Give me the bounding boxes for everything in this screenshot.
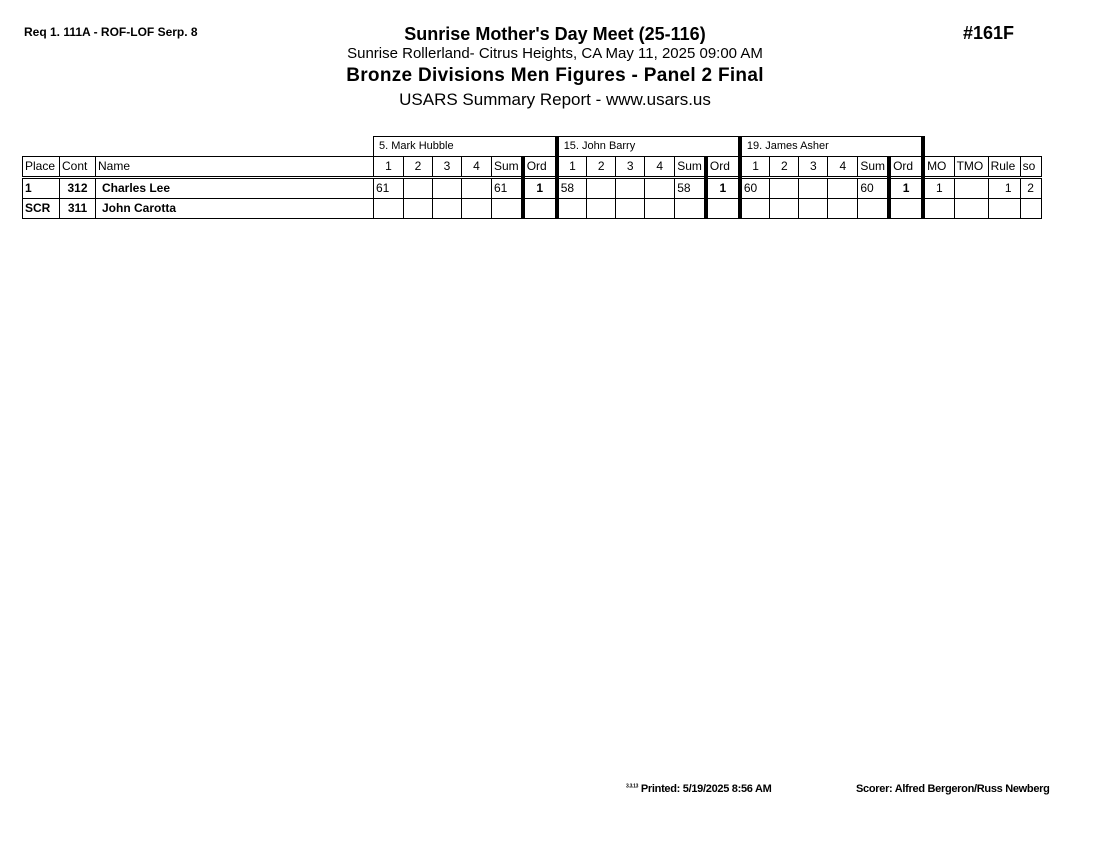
col-so: so [1020,156,1041,177]
request-label: Req 1. 111A - ROF-LOF Serp. 8 [24,25,198,39]
cell-mo: 1 [923,177,954,198]
col-judge-ord: Ord [706,156,740,177]
cell-mo [923,198,954,218]
cell-score [557,198,587,218]
col-name: Name [96,156,374,177]
cell-score: 60 [858,177,889,198]
cell-score: 60 [740,177,770,198]
cell-score [645,177,675,198]
cell-score: 1 [889,177,923,198]
cell-score [433,198,462,218]
cell-score [587,177,616,198]
col-judge-3: 3 [616,156,645,177]
judge-name: 15. John Barry [557,137,740,157]
printed-date: Printed: 5/19/2025 8:56 AM [640,783,772,795]
cell-rule [988,198,1020,218]
event-number: #161F [963,23,1015,43]
cell-so [1020,198,1041,218]
cell-tmo [954,177,988,198]
table-row [23,198,1042,218]
results-table [22,136,1042,219]
meet-title: Sunrise Mother's Day Meet (25-116) [404,24,706,44]
cell-name: John Carotta [96,198,374,218]
judge-name: 19. James Asher [740,137,923,157]
spacer [23,137,374,157]
cell-score [587,198,616,218]
cell-score [770,198,799,218]
col-judge-sum: Sum [675,156,706,177]
cell-score [740,198,770,218]
cell-score [675,198,706,218]
col-tmo: TMO [954,156,988,177]
cell-score: 1 [706,177,740,198]
cell-score [616,177,645,198]
cell-place: 1 [23,177,60,198]
meet-subtitle: Sunrise Rollerland- Citrus Heights, CA May 11, 2025 09:00 AM [347,45,763,62]
spacer [923,137,1041,157]
col-judge-sum: Sum [858,156,889,177]
col-judge-1: 1 [557,156,587,177]
cell-name: Charles Lee [96,177,374,198]
column-header-row [23,156,1042,177]
cell-score [492,198,523,218]
cell-score [828,177,858,198]
col-judge-4: 4 [828,156,858,177]
col-judge-1: 1 [740,156,770,177]
cell-score [404,177,433,198]
cell-score [462,177,492,198]
col-judge-1: 1 [374,156,404,177]
judge-header-row [23,137,1042,157]
cell-score: 58 [675,177,706,198]
cell-score [374,198,404,218]
report-title: USARS Summary Report - www.usars.us [399,90,711,109]
division-title: Bronze Divisions Men Figures - Panel 2 Final [346,65,764,86]
cell-score [645,198,675,218]
cell-score [404,198,433,218]
cell-cont: 312 [60,177,96,198]
cell-score [799,198,828,218]
cell-score [799,177,828,198]
col-judge-2: 2 [587,156,616,177]
cell-score [889,198,923,218]
col-judge-4: 4 [645,156,675,177]
col-judge-3: 3 [799,156,828,177]
cell-score [858,198,889,218]
version: 3.3.13 [626,783,639,790]
judge-name: 5. Mark Hubble [374,137,557,157]
cell-so: 2 [1020,177,1041,198]
col-mo: MO [923,156,954,177]
cell-score [770,177,799,198]
cell-score: 58 [557,177,587,198]
col-rule: Rule [988,156,1020,177]
cell-score [523,198,557,218]
col-cont: Cont [60,156,96,177]
printed-info [626,783,771,795]
col-judge-2: 2 [770,156,799,177]
cell-score [462,198,492,218]
scorer-info: Scorer: Alfred Bergeron/Russ Newberg [856,783,1050,795]
cell-score [706,198,740,218]
cell-score [828,198,858,218]
col-place: Place [23,156,60,177]
cell-tmo [954,198,988,218]
table-row [23,177,1042,198]
cell-score: 61 [374,177,404,198]
col-judge-ord: Ord [523,156,557,177]
cell-score: 1 [523,177,557,198]
col-judge-ord: Ord [889,156,923,177]
cell-rule: 1 [988,177,1020,198]
cell-place: SCR [23,198,60,218]
col-judge-2: 2 [404,156,433,177]
cell-score [433,177,462,198]
col-judge-sum: Sum [492,156,523,177]
cell-score [616,198,645,218]
col-judge-4: 4 [462,156,492,177]
cell-score: 61 [492,177,523,198]
cell-cont: 311 [60,198,96,218]
col-judge-3: 3 [433,156,462,177]
